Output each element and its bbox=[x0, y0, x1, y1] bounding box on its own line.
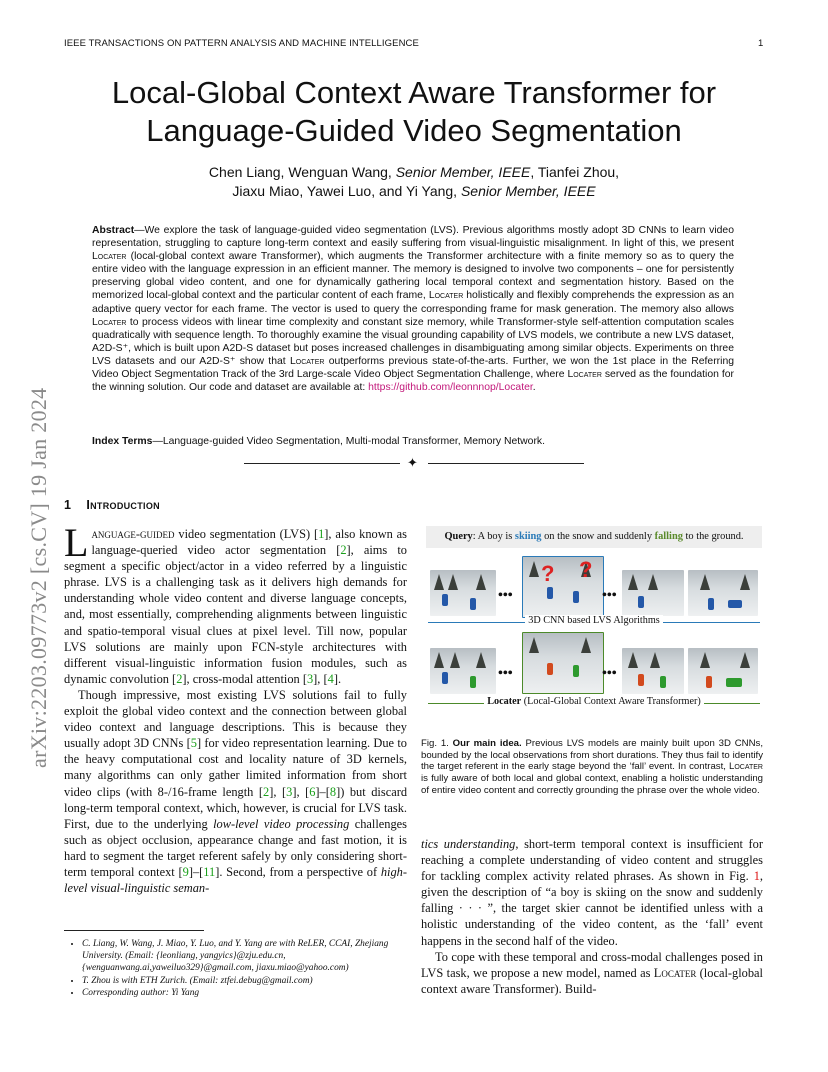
tree-shape bbox=[476, 652, 486, 668]
body-text: ], also known as language-queried video actor segmentation [ bbox=[91, 527, 407, 558]
body-text: ]) but discard long-term temporal context, which, however, is crucial for LVS task. First, due to the underlying bbox=[64, 784, 408, 831]
body-text: video segmentation (LVS) [ bbox=[174, 527, 319, 541]
code-link[interactable]: https://github.com/leonnnop/Locater bbox=[368, 382, 533, 394]
footnotes bbox=[64, 938, 407, 999]
video-frame bbox=[688, 570, 758, 616]
index-terms-text: —Language-guided Video Segmentation, Multi-modal Transformer, Memory Network. bbox=[152, 436, 545, 447]
author-role: Senior Member, IEEE bbox=[395, 164, 531, 180]
caption-text: Previous LVS models are mainly built upon 3D CNNs, bounded by the local observations from short durations. They thus fail to identify the target referent in the early stage beyond the ‘fall’ event. In contrast, bbox=[421, 738, 763, 773]
video-frame-highlight bbox=[522, 556, 604, 618]
skier-figure bbox=[573, 591, 579, 603]
section-heading bbox=[64, 498, 160, 512]
paper-title bbox=[60, 74, 768, 150]
tree-shape bbox=[650, 652, 660, 668]
video-frame bbox=[622, 648, 684, 694]
figure-caption bbox=[421, 738, 763, 797]
separator-rule-left bbox=[244, 463, 400, 464]
citation[interactable]: 9 bbox=[182, 864, 189, 879]
video-frame bbox=[430, 648, 496, 694]
body-text: ], [ bbox=[313, 671, 328, 686]
body-text: , short-term temporal context is insufficient for reaching a complete understanding of video content and struggles for tackling complex activity related phrases. As shown in Fig. bbox=[421, 837, 763, 884]
locater-name: Locater bbox=[653, 965, 697, 980]
abstract-text: —We explore the task of language-guided video segmentation (LVS). Previous algorithms mostly adopt 3D CNNs to learn video representation, struggling to capture long-term context and easily suffering from visual-linguistic misalignment. In light of this, we present bbox=[92, 225, 734, 250]
authors-text: Jiaxu Miao, Yawei Luo, and Yi Yang, bbox=[232, 183, 461, 199]
citation[interactable]: 6 bbox=[309, 784, 316, 799]
skier-figure-target bbox=[660, 676, 666, 688]
title-line-2: Language-Guided Video Segmentation bbox=[146, 113, 682, 148]
tree-shape bbox=[448, 574, 458, 590]
tree-shape bbox=[529, 637, 539, 653]
tree-shape bbox=[434, 652, 444, 668]
arxiv-stamp: arXiv:2203.09773v2 [cs.CV] 19 Jan 2024 bbox=[26, 387, 51, 768]
intro-right-column bbox=[421, 836, 763, 997]
body-text: Though impressive, most existing LVS solutions fail to fully exploit the global video context and the connection between global video context and language descriptions. This is because they usually adopt 3D CNNs [ bbox=[64, 687, 407, 751]
ellipsis-dots: ••• bbox=[602, 588, 617, 603]
citation[interactable]: 8 bbox=[329, 784, 337, 799]
question-mark-icon: ? bbox=[579, 557, 593, 582]
row-2-label bbox=[426, 696, 762, 707]
video-frame bbox=[688, 648, 758, 694]
ellipsis-dots: ••• bbox=[498, 666, 513, 681]
fallen-skier-figure-target bbox=[726, 678, 742, 687]
tree-shape bbox=[740, 574, 750, 590]
body-text: low-level video processing bbox=[213, 816, 350, 831]
video-frame-highlight bbox=[522, 632, 604, 694]
tree-shape bbox=[700, 574, 710, 590]
locater-name: Locater bbox=[289, 355, 325, 367]
citation[interactable]: 5 bbox=[190, 736, 197, 751]
tree-shape bbox=[434, 574, 444, 590]
abstract-text: holistically and flexibly comprehends the expression as an adaptive query vector for each frame. The vector is used to query the corresponding frame for mask generation. The memory also allows bbox=[92, 290, 734, 315]
tree-shape bbox=[628, 652, 638, 668]
footnote-item: • T. Zhou is with ETH Zurich. (Email: ztfei.debug@gmail.com) bbox=[82, 975, 407, 987]
skier-figure bbox=[708, 598, 714, 610]
footnote-rule bbox=[64, 930, 204, 931]
author-list bbox=[60, 163, 768, 201]
query-text: on the snow and suddenly bbox=[541, 531, 655, 542]
tree-shape bbox=[700, 652, 710, 668]
title-line-1: Local-Global Context Aware Transformer for bbox=[111, 75, 717, 110]
body-text: ], aims to segment a specific object/actor in a video referred by a linguistic phrase. LVS is a challenging task as it delivers high demands for understanding whole video content and diverse language concepts, and, most essentially, comprehending alignments between linguistic and spatio-temporal visual clues at pixel level. Till now, popular LVS solutions are mainly upon FCN-style architectures with different visual-linguistic information fusion modules, such as dynamic convolution [ bbox=[64, 543, 407, 686]
fallen-skier-figure bbox=[728, 600, 742, 608]
caption-text: is fully aware of both local and global context, enabling a holistic understanding of entire video content and correctly grounding the phrase over the whole video. bbox=[421, 773, 763, 796]
row-2-label-bold: Locater bbox=[487, 696, 522, 707]
body-text: ]–[ bbox=[188, 864, 204, 879]
abstract-text: (local-global context aware Transformer), which augments the Transformer architecture with a finite memory so as to query the entire video with the language expression in an efficient manner. The memory is designed to involve two components – one for persistently preserving global video content, and one for dynamically gathering local temporal context and segmentation history. Based on the memorized local-global context and the particular content of each frame, bbox=[92, 251, 734, 302]
row-1-label bbox=[426, 615, 762, 626]
section-title: Introduction bbox=[86, 498, 160, 512]
tree-shape bbox=[529, 561, 539, 577]
tree-shape bbox=[648, 574, 658, 590]
tree-shape bbox=[450, 652, 460, 668]
skier-figure bbox=[442, 594, 448, 606]
query-text: to the ground. bbox=[682, 531, 744, 542]
drop-cap: L bbox=[64, 520, 89, 565]
intro-left-column bbox=[64, 520, 408, 896]
skier-figure bbox=[547, 663, 553, 675]
figure-query-bar bbox=[426, 526, 762, 548]
body-text: ]. Second, from a perspective of bbox=[215, 864, 381, 879]
citation[interactable]: 2 bbox=[263, 784, 270, 799]
skier-figure bbox=[547, 587, 553, 599]
tree-shape bbox=[628, 574, 638, 590]
abstract-text: served as the foundation for the winning solution. Our code and dataset are available at: bbox=[92, 369, 734, 394]
citation[interactable]: 2 bbox=[176, 671, 183, 686]
citation[interactable]: 1 bbox=[318, 527, 325, 541]
abstract-text: . bbox=[532, 382, 536, 394]
abstract-label: Abstract bbox=[92, 225, 135, 236]
footnote-item: • C. Liang, W. Wang, J. Miao, Y. Luo, and Y. Yang are with ReLER, CCAI, Zhejiang University. (Email: {leonliang, yangyics}@zju.edu.cn, {wenguanwang.ai,yaweiluo329}@gmail.com, jiaxu.miao@yahoo.com) bbox=[82, 938, 407, 975]
body-text: To cope with these temporal and cross-modal challenges posed in LVS task, we propose a new model, named as bbox=[421, 949, 763, 980]
caption-label: Fig. 1. bbox=[421, 738, 449, 749]
citation[interactable]: 3 bbox=[306, 671, 314, 686]
skier-figure-target bbox=[573, 665, 579, 677]
body-text: ] for video representation learning. Due to the heavy computational cost and locality nature of 3D kernels, many algorithms can only gather limited information from short video clips (with 8-/16-frame length [ bbox=[64, 736, 407, 799]
figure-reference[interactable]: 1 bbox=[753, 869, 760, 884]
authors-text: , Tianfei Zhou, bbox=[530, 164, 620, 180]
authors-text: Chen Liang, Wenguan Wang, bbox=[208, 164, 396, 180]
body-text: challenges such as object occlusion, appearance change and fast motion, it is hard to segment the target referent safely by only considering short-term temporal context [ bbox=[64, 816, 408, 879]
skier-figure bbox=[706, 676, 712, 688]
body-text: tics understanding bbox=[421, 837, 516, 851]
abstract bbox=[92, 224, 734, 394]
row-2-label-text: (Local-Global Context Aware Transformer) bbox=[521, 696, 701, 707]
section-number: 1 bbox=[64, 498, 72, 512]
locater-name: Locater bbox=[92, 316, 127, 328]
smallcaps-start: anguage-guided bbox=[91, 527, 175, 541]
body-text: , given the description of “a boy is skiing on the snow and suddenly falling · · · ”, the target skier cannot be identified unless with a holistic understanding of the video content, as the ‘fall’ event happens in the second half of the video. bbox=[421, 869, 763, 948]
body-text: high-level visual-linguistic seman- bbox=[64, 864, 407, 896]
citation[interactable]: 11 bbox=[203, 864, 216, 879]
citation[interactable]: 2 bbox=[340, 543, 347, 558]
index-terms-label: Index Terms bbox=[92, 436, 153, 447]
question-mark-icon: ? bbox=[541, 561, 555, 586]
query-skiing: skiing bbox=[514, 531, 542, 542]
locater-name: Locater bbox=[567, 369, 602, 381]
ellipsis-dots: ••• bbox=[602, 666, 617, 681]
body-text: ]. bbox=[333, 671, 342, 686]
locater-name: Locater bbox=[428, 290, 464, 302]
query-falling: falling bbox=[654, 531, 683, 542]
tree-shape bbox=[581, 637, 591, 653]
author-role: Senior Member, IEEE bbox=[460, 183, 596, 199]
locater-name: Locater bbox=[729, 761, 763, 773]
query-label: Query bbox=[444, 531, 473, 542]
locater-name: Locater bbox=[92, 251, 127, 263]
skier-figure bbox=[470, 598, 476, 610]
body-text: ]–[ bbox=[315, 784, 330, 799]
citation[interactable]: 3 bbox=[286, 784, 293, 799]
row-1-label-text: 3D CNN based LVS Algorithms bbox=[525, 615, 663, 626]
skier-figure bbox=[638, 596, 644, 608]
page-number: 1 bbox=[758, 38, 764, 49]
skier-figure bbox=[442, 672, 448, 684]
separator-mark: ✦ bbox=[407, 455, 418, 470]
skier-figure bbox=[638, 674, 644, 686]
body-text: ], [ bbox=[269, 784, 287, 799]
index-terms bbox=[92, 435, 734, 448]
figure-1 bbox=[426, 526, 762, 712]
abstract-text: to process videos with linear time complexity and constant size memory, while Transformer-style self-attention computation scales quadratically with sequence length. To thoroughly examine the visual grounding capability of LVS models, we contribute a new LVS dataset, A2D-S⁺, which is built upon A2D-S dataset but poses increased challenges in disambiguating among similar objects. Experiments on three LVS datasets and our A2D-S⁺ show that bbox=[92, 316, 734, 367]
tree-shape bbox=[740, 652, 750, 668]
video-frame bbox=[430, 570, 496, 616]
body-text: (local-global context aware Transformer). Build- bbox=[421, 965, 763, 996]
abstract-text: outperforms previous state-of-the-arts. Further, we won the 1st place in the Referring Video Object Segmentation Track of the 3rd Large-scale Video Object Segmentation Challenge, where bbox=[92, 355, 734, 381]
caption-bold: Our main idea. bbox=[448, 738, 522, 749]
footnote-item: • Corresponding author: Yi Yang bbox=[82, 987, 407, 999]
running-head: IEEE TRANSACTIONS ON PATTERN ANALYSIS AND MACHINE INTELLIGENCE bbox=[64, 38, 419, 49]
citation[interactable]: 4 bbox=[327, 671, 334, 686]
skier-figure-target bbox=[470, 676, 476, 688]
video-frame bbox=[622, 570, 684, 616]
separator-rule-right bbox=[428, 463, 584, 464]
body-text: ], cross-modal attention [ bbox=[182, 671, 307, 686]
tree-shape bbox=[476, 574, 486, 590]
ellipsis-dots: ••• bbox=[498, 588, 513, 603]
query-text: : A boy is bbox=[472, 531, 515, 542]
body-text: ], [ bbox=[292, 784, 310, 799]
